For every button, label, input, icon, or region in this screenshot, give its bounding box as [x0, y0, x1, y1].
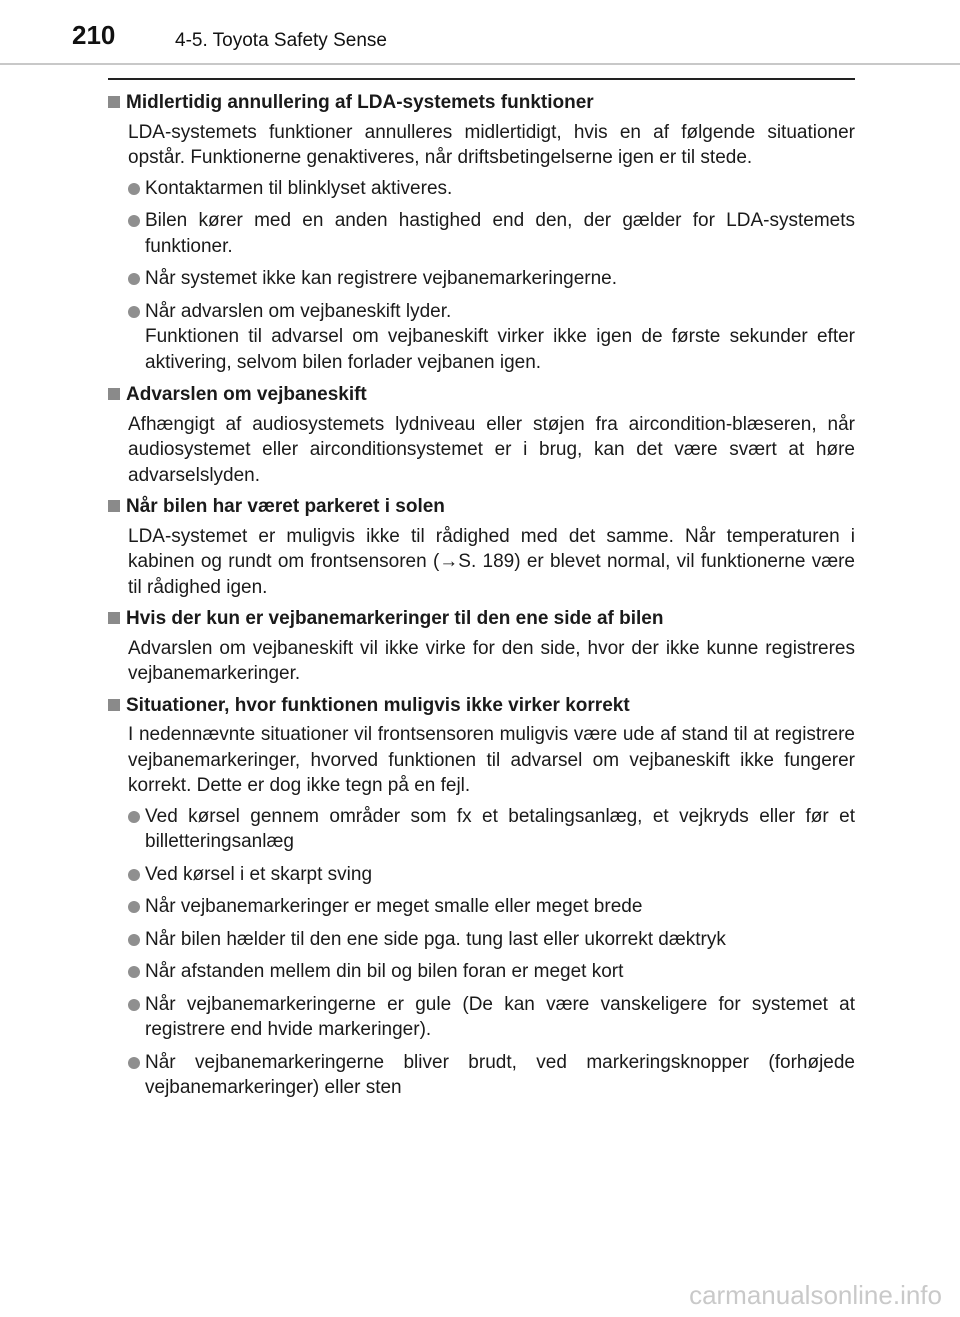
section-paragraph: Afhængigt af audiosystemets lydniveau eller støjen fra aircondition-blæseren, når audiosystemet eller airconditionsystemet er i brug, kan det være svært at høre advarselslyden.	[128, 413, 855, 486]
bullet-text: Bilen kører med en anden hastighed end den, der gælder for LDA-systemets funktioner.	[145, 210, 855, 257]
bullet-item	[128, 992, 855, 1043]
bullet-text: Kontaktarmen til blinklyset aktiveres.	[145, 177, 453, 199]
section-title: Midlertidig annullering af LDA-systemets funktioner	[126, 92, 594, 113]
section-title: Advarslen om vejbaneskift	[126, 384, 367, 405]
section-heading	[108, 382, 855, 408]
section-square-icon	[108, 96, 120, 108]
section-heading	[108, 90, 855, 116]
bullet-dot-icon	[128, 966, 140, 978]
bullet-item	[128, 894, 855, 920]
bullet-dot-icon	[128, 999, 140, 1011]
section-heading	[108, 606, 855, 632]
content-top-rule	[108, 78, 855, 80]
bullet-item	[128, 862, 855, 888]
bullet-item	[128, 959, 855, 985]
section-square-icon	[108, 500, 120, 512]
bullet-dot-icon	[128, 183, 140, 195]
bullet-item	[128, 266, 855, 292]
watermark: carmanualsonline.info	[689, 1280, 942, 1310]
bullet-dot-icon	[128, 869, 140, 881]
bullet-item	[128, 927, 855, 953]
section-title: Når bilen har været parkeret i solen	[126, 496, 445, 517]
manual-content	[108, 90, 855, 1108]
section-heading	[108, 693, 855, 719]
section-title: Hvis der kun er vejbanemarkeringer til den ene side af bilen	[126, 608, 664, 629]
bullet-text: Når vejbanemarkeringer er meget smalle eller meget brede	[145, 896, 643, 917]
bullet-dot-icon	[128, 811, 140, 823]
bullet-dot-icon	[128, 1057, 140, 1069]
bullet-text: Når afstanden mellem din bil og bilen foran er meget kort	[145, 961, 624, 982]
header-divider	[0, 63, 960, 65]
bullet-text: Når vejbanemarkeringerne bliver brudt, ved markeringsknopper (forhøjede vejbanemarkeringer) eller sten	[145, 1051, 855, 1098]
bullet-item	[128, 804, 855, 855]
bullet-dot-icon	[128, 215, 140, 227]
bullet-text: Ved kørsel i et skarpt sving	[145, 863, 373, 885]
section-square-icon	[108, 699, 120, 711]
bullet-item	[128, 299, 855, 376]
page-number: 210	[72, 20, 116, 50]
section-heading	[108, 494, 855, 520]
section-paragraph: LDA-systemet er muligvis ikke til rådighed med det samme. Når temperaturen i kabinen og rundt om frontsensoren (→S. 189) er blevet normal, vil funktionerne være til rådighed igen.	[128, 525, 855, 598]
bullet-text: Når bilen hælder til den ene side pga. tung last eller ukorrekt dæktryk	[145, 928, 726, 950]
page-header	[0, 0, 960, 64]
bullet-text: Når systemet ikke kan registrere vejbanemarkeringerne.	[145, 268, 618, 289]
bullet-text: Ved kørsel gennem områder som fx et betalingsanlæg, et vejkryds eller før et billetteringsanlæg	[145, 805, 855, 852]
section-square-icon	[108, 612, 120, 624]
bullet-dot-icon	[128, 306, 140, 318]
section-square-icon	[108, 388, 120, 400]
section-title: Situationer, hvor funktionen muligvis ikke virker korrekt	[126, 694, 630, 716]
section-paragraph: Advarslen om vejbaneskift vil ikke virke for den side, hvor der ikke kunne registreres vejbanemarkeringer.	[128, 637, 855, 684]
bullet-dot-icon	[128, 901, 140, 913]
section-paragraph: LDA-systemets funktioner annulleres midlertidigt, hvis en af følgende situationer opstår. Funktionerne genaktiveres, når driftsbetingelserne igen er til stede.	[128, 121, 855, 168]
bullet-dot-icon	[128, 934, 140, 946]
bullet-item	[128, 1050, 855, 1101]
bullet-text: Når advarslen om vejbaneskift lyder. Funktionen til advarsel om vejbaneskift virker ikke igen de første sekunder efter aktivering, selvom bilen forlader vejbanen igen.	[145, 300, 855, 373]
chapter-title: 4-5. Toyota Safety Sense	[175, 30, 387, 51]
bullet-dot-icon	[128, 273, 140, 285]
bullet-item	[128, 208, 855, 259]
bullet-text: Når vejbanemarkeringerne er gule (De kan være vanskeligere for systemet at registrere end hvide markeringer).	[145, 993, 855, 1040]
section-paragraph: I nedennævnte situationer vil frontsensoren muligvis være ude af stand til at registrere vejbanemarkeringer, hvorved funktionen til advarsel om vejbaneskift ikke fungerer korrekt. Dette er dog ikke tegn på en fejl.	[128, 724, 855, 796]
bullet-item	[128, 176, 855, 202]
